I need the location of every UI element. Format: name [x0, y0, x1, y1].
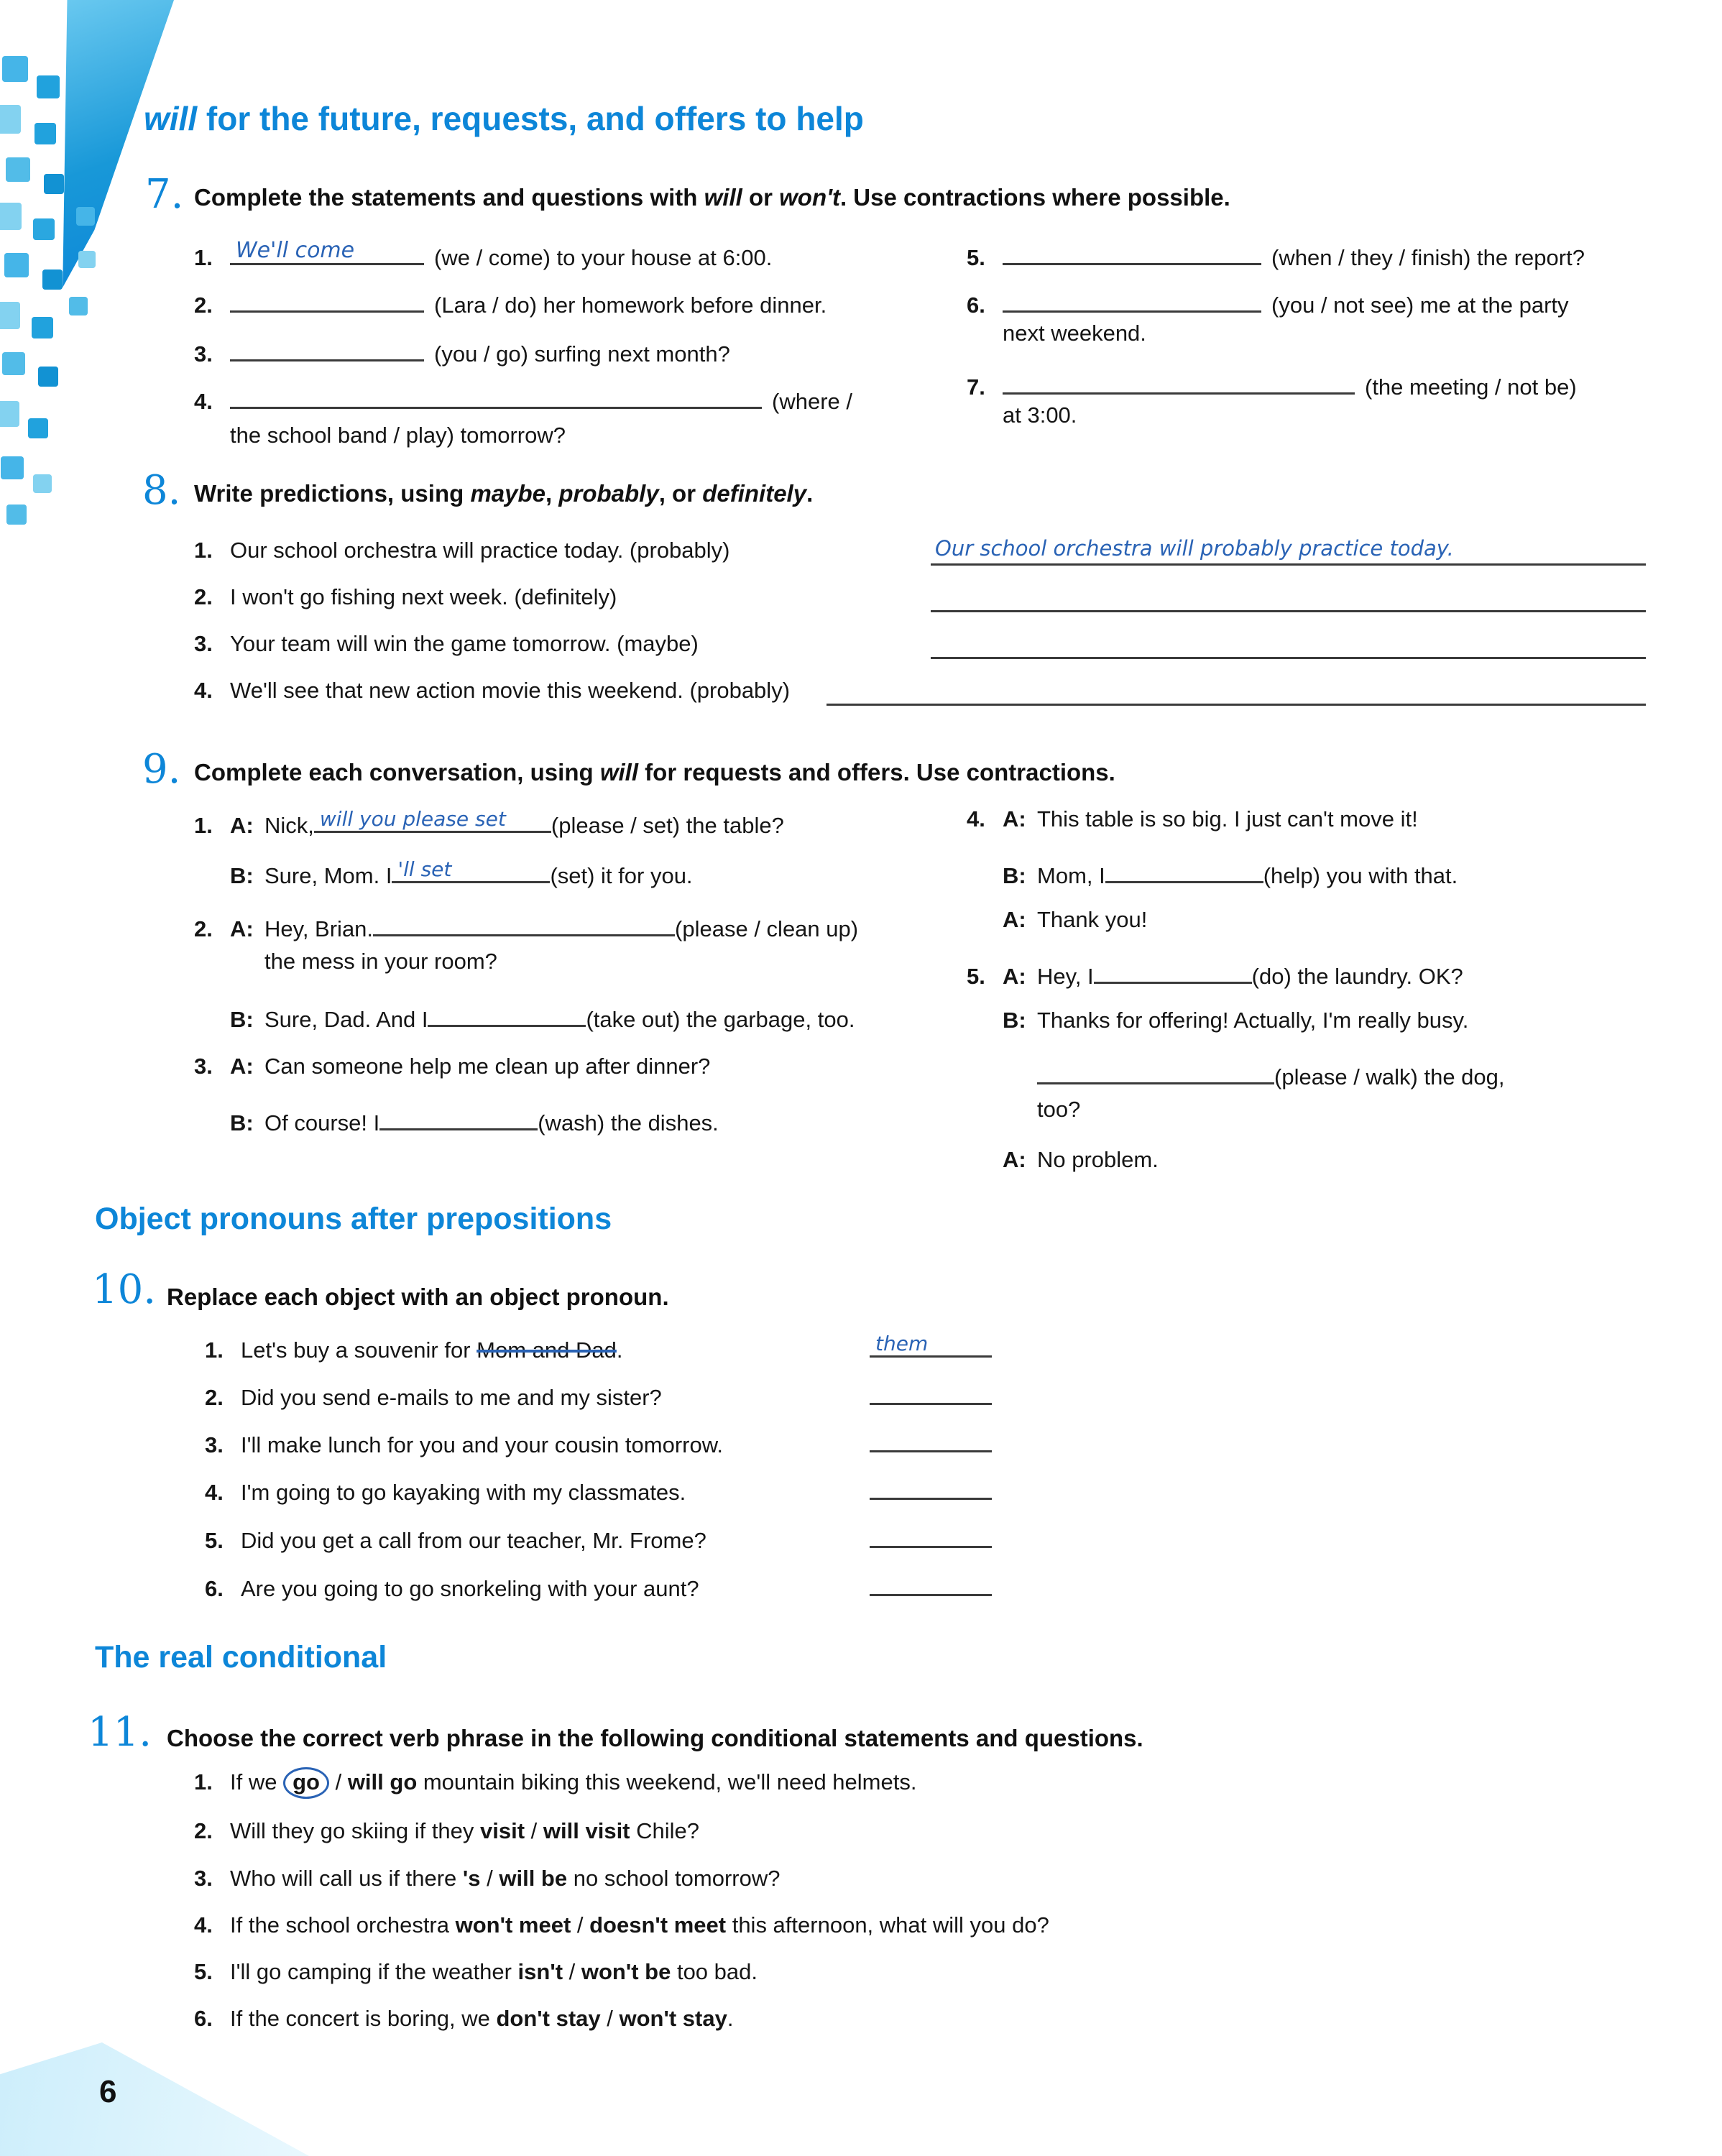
item-text: I won't go fishing next week. (definitely) [230, 584, 617, 609]
item-text [230, 1769, 916, 1795]
ex9-item-2a [194, 910, 858, 942]
item-text: We'll see that new action movie this weekend. (probably) [230, 678, 791, 703]
option-bold: will go [347, 1769, 418, 1795]
item-text: next weekend. [1003, 321, 1146, 346]
item-text: (take out) the garbage, too. [586, 1007, 855, 1032]
ex11-item-3 [194, 1866, 780, 1892]
ex7-item-3 [194, 335, 730, 367]
ex9-item-1a [194, 806, 784, 839]
ex7-item-1 [194, 239, 772, 271]
item-number: 7. [967, 374, 985, 400]
item-number: 3. [194, 1866, 213, 1891]
item-text [230, 1959, 758, 1985]
item-text: / [328, 1769, 348, 1795]
ex8-item-4 [194, 678, 790, 704]
item-text: at 3:00. [1003, 402, 1077, 428]
item-text: I'll go camping if the weather [230, 1959, 518, 1984]
instr-italic: will [704, 184, 742, 211]
ex9-item-2b [194, 1000, 855, 1033]
speaker-label: B: [1003, 1008, 1026, 1033]
item-text: If the concert is boring, we [230, 2006, 497, 2031]
exercise-9-instruction [194, 759, 1115, 786]
item-text: Thank you! [1037, 907, 1148, 932]
section-heading-object-pronouns: Object pronouns after prepositions [95, 1202, 612, 1236]
page-title [144, 99, 864, 138]
item-text: Hey, Brian. [264, 916, 374, 941]
answer-blank [379, 1104, 538, 1130]
answer-blank [392, 857, 550, 883]
ex11-item-4 [194, 1912, 1049, 1938]
option-bold: doesn't meet [589, 1912, 727, 1938]
item-text: / [600, 2006, 620, 2031]
item-text [241, 1337, 870, 1363]
item-text: mountain biking this weekend, we'll need helmets. [417, 1769, 917, 1795]
ex7-item-6 [967, 286, 1569, 318]
option-bold: will visit [543, 1818, 630, 1843]
item-text: (where / [772, 389, 852, 414]
exercise-7-instruction [194, 184, 1230, 211]
ex9-item-3b [194, 1104, 719, 1136]
exercise-11-number: 11. [88, 1709, 152, 1756]
item-text: No problem. [1037, 1147, 1159, 1172]
instr-text: , or [658, 480, 703, 507]
answer-blank [1094, 957, 1252, 984]
item-text: (Lara / do) her homework before dinner. [434, 292, 827, 318]
item-text: Hey, I [1037, 964, 1094, 989]
ex7-item-5 [967, 239, 1585, 271]
ex10-item-1 [205, 1331, 992, 1363]
item-text: (we / come) to your house at 6:00. [434, 245, 773, 270]
item-number: 5. [205, 1528, 224, 1553]
item-text: Your team will win the game tomorrow. (maybe) [230, 631, 699, 656]
struck-object: Mom and Dad [476, 1337, 617, 1363]
item-text [230, 2006, 733, 2032]
answer-line [931, 657, 1646, 659]
handwritten-answer: them [875, 1332, 929, 1355]
instr-text: . Use contractions where possible. [839, 184, 1230, 211]
answer-blank [230, 239, 424, 265]
answer-blank [870, 1426, 992, 1452]
answer-blank [230, 382, 762, 409]
circled-answer: go [283, 1767, 329, 1799]
item-text [230, 1912, 1049, 1938]
ex9-item-5b-line2 [967, 1058, 1505, 1090]
speaker-label: B: [230, 1110, 254, 1135]
instr-text: Complete the statements and questions with [194, 184, 704, 211]
speaker-label: A: [1003, 964, 1026, 989]
item-number: 2. [194, 916, 213, 941]
ex9-item-1b [194, 857, 693, 889]
answer-blank [428, 1000, 586, 1027]
option-bold: 's [462, 1866, 481, 1891]
item-text: Our school orchestra will practice today. (probably) [230, 538, 730, 563]
ex7-item-7 [967, 368, 1577, 400]
ex9-item-4a2 [967, 907, 1147, 933]
item-number: 5. [194, 1959, 213, 1984]
ex7-item-4-line2 [230, 423, 566, 448]
page-title-rest: for the future, requests, and offers to help [197, 100, 864, 137]
item-text: (you / go) surfing next month? [434, 341, 730, 367]
item-number: 4. [194, 678, 213, 703]
item-number: 2. [194, 584, 213, 609]
item-text: Sure, Mom. I [264, 863, 392, 888]
item-text: I'm going to go kayaking with my classmates. [241, 1480, 686, 1505]
ex11-item-5 [194, 1959, 758, 1985]
ex9-item-5b [967, 1008, 1468, 1033]
item-number: 1. [194, 813, 213, 838]
item-text: Can someone help me clean up after dinner? [264, 1054, 711, 1079]
item-number: 6. [967, 292, 985, 318]
instr-text: , [545, 480, 559, 507]
option-bold: will be [499, 1866, 568, 1891]
ex9-item-3a [194, 1054, 710, 1079]
option-bold: won't meet [455, 1912, 571, 1938]
item-text: the school band / play) tomorrow? [230, 423, 566, 448]
dot-pattern-decoration [0, 0, 1, 1]
corner-ribbon-decoration [60, 0, 174, 287]
item-number: 3. [194, 341, 213, 367]
ex10-item-2 [205, 1378, 992, 1411]
item-number: 4. [194, 1912, 213, 1938]
ex7-item-4 [194, 382, 852, 415]
instr-text: . [806, 480, 814, 507]
ex9-item-5b-line3 [1037, 1097, 1080, 1123]
item-text: (wash) the dishes. [538, 1110, 719, 1135]
item-number: 4. [194, 389, 213, 414]
item-text: Did you send e-mails to me and my sister? [241, 1385, 662, 1410]
item-number: 6. [205, 1576, 224, 1601]
exercise-10-instruction: Replace each object with an object pronoun. [167, 1284, 669, 1310]
ex10-item-5 [205, 1521, 992, 1554]
ex9-item-5a2 [967, 1147, 1159, 1173]
item-number: 1. [205, 1337, 224, 1363]
speaker-label: A: [230, 916, 254, 941]
speaker-label: B: [230, 863, 254, 888]
item-text: . [727, 2006, 734, 2031]
item-text: too bad. [671, 1959, 758, 1984]
answer-blank [373, 910, 675, 936]
exercise-7-number: 7. [145, 171, 184, 218]
speaker-label: A: [230, 813, 254, 838]
exercise-8-instruction [194, 480, 813, 507]
item-text: Who will call us if there [230, 1866, 463, 1891]
ex10-item-3 [205, 1426, 992, 1458]
item-number: 6. [194, 2006, 213, 2031]
item-text: If the school orchestra [230, 1912, 456, 1938]
section-heading-real-conditional: The real conditional [95, 1640, 387, 1674]
item-number: 3. [205, 1432, 224, 1457]
bottom-corner-decoration [0, 2042, 309, 2156]
ex11-item-6 [194, 2006, 733, 2032]
item-text: Thanks for offering! Actually, I'm really busy. [1037, 1008, 1469, 1033]
option-bold: won't stay [619, 2006, 727, 2031]
item-number: 2. [194, 1818, 213, 1843]
item-text: (the meeting / not be) [1365, 374, 1577, 400]
exercise-11-instruction: Choose the correct verb phrase in the following conditional statements and questions. [167, 1725, 1143, 1751]
item-text: / [563, 1959, 581, 1984]
exercise-8-number: 8. [142, 467, 181, 514]
answer-blank [1003, 239, 1261, 265]
item-text: / [571, 1912, 590, 1938]
instr-text: Complete each conversation, using [194, 759, 600, 786]
answer-line [827, 704, 1646, 706]
instr-italic: probably [558, 480, 659, 507]
item-text: / [480, 1866, 499, 1891]
ex11-item-1 [194, 1769, 916, 1795]
instr-text: Write predictions, using [194, 480, 471, 507]
handwritten-answer: Our school orchestra will probably practice today. [935, 536, 1454, 561]
item-text: Let's buy a souvenir for [241, 1337, 477, 1363]
handwritten-answer: We'll come [236, 238, 355, 263]
item-text: (please / walk) the dog, [1274, 1064, 1505, 1089]
answer-blank [1105, 857, 1263, 883]
speaker-label: A: [1003, 1147, 1026, 1172]
handwritten-answer: will you please set [319, 807, 506, 831]
option-bold: don't stay [496, 2006, 601, 2031]
item-text: Sure, Dad. And I [264, 1007, 428, 1032]
answer-line [931, 610, 1646, 612]
item-text: Are you going to go snorkeling with your aunt? [241, 1576, 699, 1601]
item-text: (when / they / finish) the report? [1271, 245, 1585, 270]
ex7-item-2 [194, 286, 827, 318]
exercise-10-number: 10. [92, 1266, 157, 1313]
item-number: 1. [194, 245, 213, 270]
item-text: the mess in your room? [264, 949, 497, 974]
page-number: 6 [99, 2074, 117, 2109]
ex9-item-4b [967, 857, 1458, 889]
answer-blank [230, 286, 424, 313]
item-text: / [525, 1818, 543, 1843]
instr-italic: will [599, 759, 638, 786]
ex10-item-4 [205, 1473, 992, 1506]
ex8-item-3 [194, 631, 699, 657]
ex11-item-2 [194, 1818, 699, 1844]
item-text: (help) you with that. [1263, 863, 1458, 888]
ex9-item-4a [967, 806, 1418, 832]
item-text: (please / clean up) [675, 916, 859, 941]
option-bold: isn't [517, 1959, 563, 1984]
answer-blank [870, 1570, 992, 1596]
answer-blank [1003, 286, 1261, 313]
item-number: 3. [194, 1054, 213, 1079]
item-text [230, 1866, 780, 1892]
handwritten-answer: 'll set [397, 857, 452, 881]
speaker-label: B: [230, 1007, 254, 1032]
option-bold: visit [480, 1818, 525, 1843]
instr-italic: won't [779, 184, 840, 211]
item-number: 5. [967, 245, 985, 270]
ex8-item-1 [194, 538, 730, 563]
item-text: If we [230, 1769, 284, 1795]
item-number: 1. [194, 538, 213, 563]
item-text: I'll make lunch for you and your cousin tomorrow. [241, 1432, 724, 1457]
answer-blank [870, 1521, 992, 1548]
speaker-label: A: [1003, 907, 1026, 932]
item-text: Did you get a call from our teacher, Mr. Frome? [241, 1528, 706, 1553]
item-number: 2. [205, 1385, 224, 1410]
item-text: Mom, I [1037, 863, 1105, 888]
item-text: no school tomorrow? [567, 1866, 781, 1891]
ex9-item-5a [967, 957, 1463, 990]
speaker-label: A: [230, 1054, 254, 1079]
answer-blank [1003, 368, 1355, 395]
item-number: 2. [194, 292, 213, 318]
ex8-item-2 [194, 584, 617, 610]
item-text: (please / set) the table? [551, 813, 784, 838]
item-number: 4. [205, 1480, 224, 1505]
answer-blank [870, 1378, 992, 1405]
speaker-label: A: [1003, 806, 1026, 831]
page-title-italic: will [144, 100, 198, 137]
item-text: Of course! I [264, 1110, 380, 1135]
item-text [230, 1818, 699, 1844]
instr-italic: maybe [470, 480, 545, 507]
exercise-9-number: 9. [142, 746, 181, 793]
item-text: Will they go skiing if they [230, 1818, 481, 1843]
item-text: This table is so big. I just can't move it! [1037, 806, 1418, 831]
ex10-item-6 [205, 1570, 992, 1602]
instr-text: for requests and offers. Use contractions. [638, 759, 1115, 786]
item-text: this afternoon, what will you do? [726, 1912, 1049, 1938]
item-text: (set) it for you. [550, 863, 693, 888]
option-bold: won't be [581, 1959, 671, 1984]
item-text: (you / not see) me at the party [1271, 292, 1569, 318]
answer-line [931, 536, 1646, 566]
item-text: Chile? [630, 1818, 700, 1843]
ex9-item-2a-line2 [264, 949, 497, 975]
answer-blank [870, 1473, 992, 1500]
speaker-label: B: [1003, 863, 1026, 888]
answer-blank [230, 335, 424, 361]
ex7-item-6-line2 [1003, 321, 1146, 346]
instr-italic: definitely [702, 480, 807, 507]
item-text: too? [1037, 1097, 1081, 1122]
item-number: 3. [194, 631, 213, 656]
answer-blank [1037, 1058, 1274, 1084]
item-text: . [616, 1337, 623, 1363]
answer-blank [870, 1331, 992, 1358]
item-number: 5. [967, 964, 985, 989]
item-number: 4. [967, 806, 985, 831]
instr-text: or [742, 184, 780, 211]
item-text: Nick, [264, 813, 314, 838]
item-text: (do) the laundry. OK? [1251, 964, 1463, 989]
item-number: 1. [194, 1769, 213, 1795]
answer-blank [314, 806, 551, 833]
ex7-item-7-line2 [1003, 402, 1077, 428]
